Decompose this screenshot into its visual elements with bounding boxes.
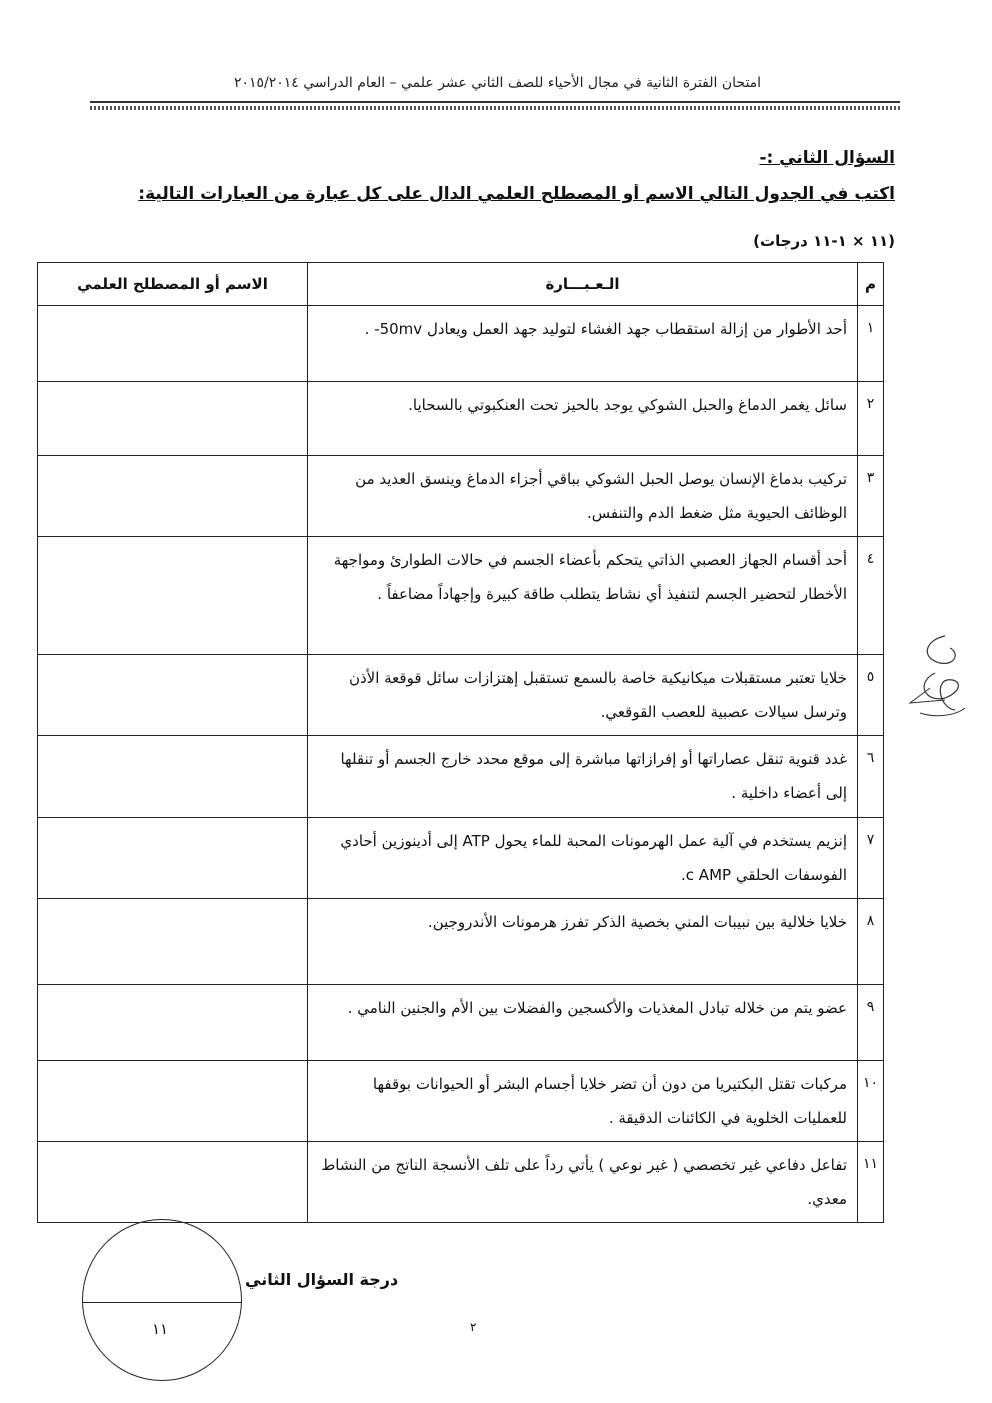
- question-marks: (١١ × ١-١١ درجات): [753, 232, 895, 250]
- row-number: ٣: [858, 456, 884, 537]
- table-row: [38, 306, 884, 382]
- header-answer: الاسم أو المصطلح العلمي: [38, 263, 308, 306]
- answer-cell[interactable]: [38, 818, 308, 899]
- row-number: ٦: [858, 736, 884, 818]
- table-row: [38, 537, 884, 655]
- score-circle: [82, 1219, 242, 1381]
- answer-cell[interactable]: [38, 382, 308, 456]
- table-row: [38, 899, 884, 985]
- header-divider: [90, 101, 900, 103]
- answer-cell[interactable]: [38, 1061, 308, 1142]
- row-number: ٨: [858, 899, 884, 985]
- table-row: [38, 818, 884, 899]
- row-number: ٧: [858, 818, 884, 899]
- row-number: ٢: [858, 382, 884, 456]
- row-statement: تفاعل دفاعي غير تخصصي ( غير نوعي ) يأتي رداً على تلف الأنسجة الناتج من النشاط معدي.: [308, 1142, 858, 1223]
- table-row: [38, 985, 884, 1061]
- score-value: ١١: [151, 1320, 169, 1338]
- row-statement: خلايا خلالية بين نبيبات المني بخصية الذكر تفرز هرمونات الأندروجين.: [308, 899, 858, 985]
- answer-cell[interactable]: [38, 736, 308, 818]
- row-statement: خلايا تعتبر مستقبلات ميكانيكية خاصة بالسمع تستقبل إهتزازات سائل قوقعة الأذن وترسل سيالات عصبية للعصب القوقعي.: [308, 655, 858, 736]
- row-statement: مركبات تقتل البكتيريا من دون أن تضر خلايا أجسام البشر أو الحيوانات بوقفها للعمليات الخلوية في الكائنات الدقيقة .: [308, 1061, 858, 1142]
- score-label: درجة السؤال الثاني: [245, 1270, 399, 1289]
- table-row: [38, 382, 884, 456]
- question-instruction: اكتب في الجدول التالي الاسم أو المصطلح العلمي الدال على كل عبارة من العبارات التالية:: [138, 184, 895, 204]
- row-statement: غدد قنوية تنقل عصاراتها أو إفرازاتها مباشرة إلى موقع محدد خارج الجسم أو تنقلها إلى أعضاء داخلية .: [308, 736, 858, 818]
- row-statement: أحد الأطوار من إزالة استقطاب جهد الغشاء لتوليد جهد العمل ويعادل ‎-50mv‎ .: [308, 306, 858, 382]
- answer-table: [37, 262, 884, 1223]
- row-statement: عضو يتم من خلاله تبادل المغذيات والأكسجين والفضلات بين الأم والجنين النامي .: [308, 985, 858, 1061]
- table-row: [38, 1061, 884, 1142]
- table-header-row: [38, 263, 884, 306]
- answer-cell[interactable]: [38, 985, 308, 1061]
- table-row: [38, 655, 884, 736]
- answer-cell[interactable]: [38, 899, 308, 985]
- table-row: [38, 456, 884, 537]
- table-row: [38, 736, 884, 818]
- page-number: ٢: [470, 1320, 477, 1334]
- handwritten-signature: [905, 628, 975, 738]
- answer-cell[interactable]: [38, 306, 308, 382]
- row-number: ١٠: [858, 1061, 884, 1142]
- row-number: ١١: [858, 1142, 884, 1223]
- table-row: [38, 1142, 884, 1223]
- row-statement: أحد أقسام الجهاز العصبي الذاتي يتحكم بأعضاء الجسم في حالات الطوارئ ومواجهة الأخطار لتحضير الجسم لتنفيذ أي نشاط يتطلب طاقة كبيرة وإجهاداً مضاعفاً .: [308, 537, 858, 655]
- question-title: السؤال الثاني :-: [759, 148, 895, 168]
- answer-cell[interactable]: [38, 537, 308, 655]
- row-statement: تركيب بدماغ الإنسان يوصل الحبل الشوكي بباقي أجزاء الدماغ وينسق العديد من الوظائف الحيوية مثل ضغط الدم والتنفس.: [308, 456, 858, 537]
- row-statement: إنزيم يستخدم في آلية عمل الهرمونات المحبة للماء يحول ATP إلى أدينوزين أحادي الفوسفات الحلقي c AMP.: [308, 818, 858, 899]
- answer-cell[interactable]: [38, 1142, 308, 1223]
- answer-cell[interactable]: [38, 456, 308, 537]
- score-divider: [82, 1302, 242, 1303]
- header-statement: الـعـبـــارة: [308, 263, 858, 306]
- row-statement: سائل يغمر الدماغ والحبل الشوكي يوجد بالحيز تحت العنكبوتي بالسحايا.: [308, 382, 858, 456]
- answer-cell[interactable]: [38, 655, 308, 736]
- header-num: م: [858, 263, 884, 306]
- exam-header: امتحان الفترة الثانية في مجال الأحياء للصف الثاني عشر علمي – العام الدراسي ٢٠١٥/٢٠١٤: [233, 75, 762, 91]
- row-number: ١: [858, 306, 884, 382]
- row-number: ٥: [858, 655, 884, 736]
- header-divider-dotted: [90, 106, 900, 110]
- row-number: ٩: [858, 985, 884, 1061]
- row-number: ٤: [858, 537, 884, 655]
